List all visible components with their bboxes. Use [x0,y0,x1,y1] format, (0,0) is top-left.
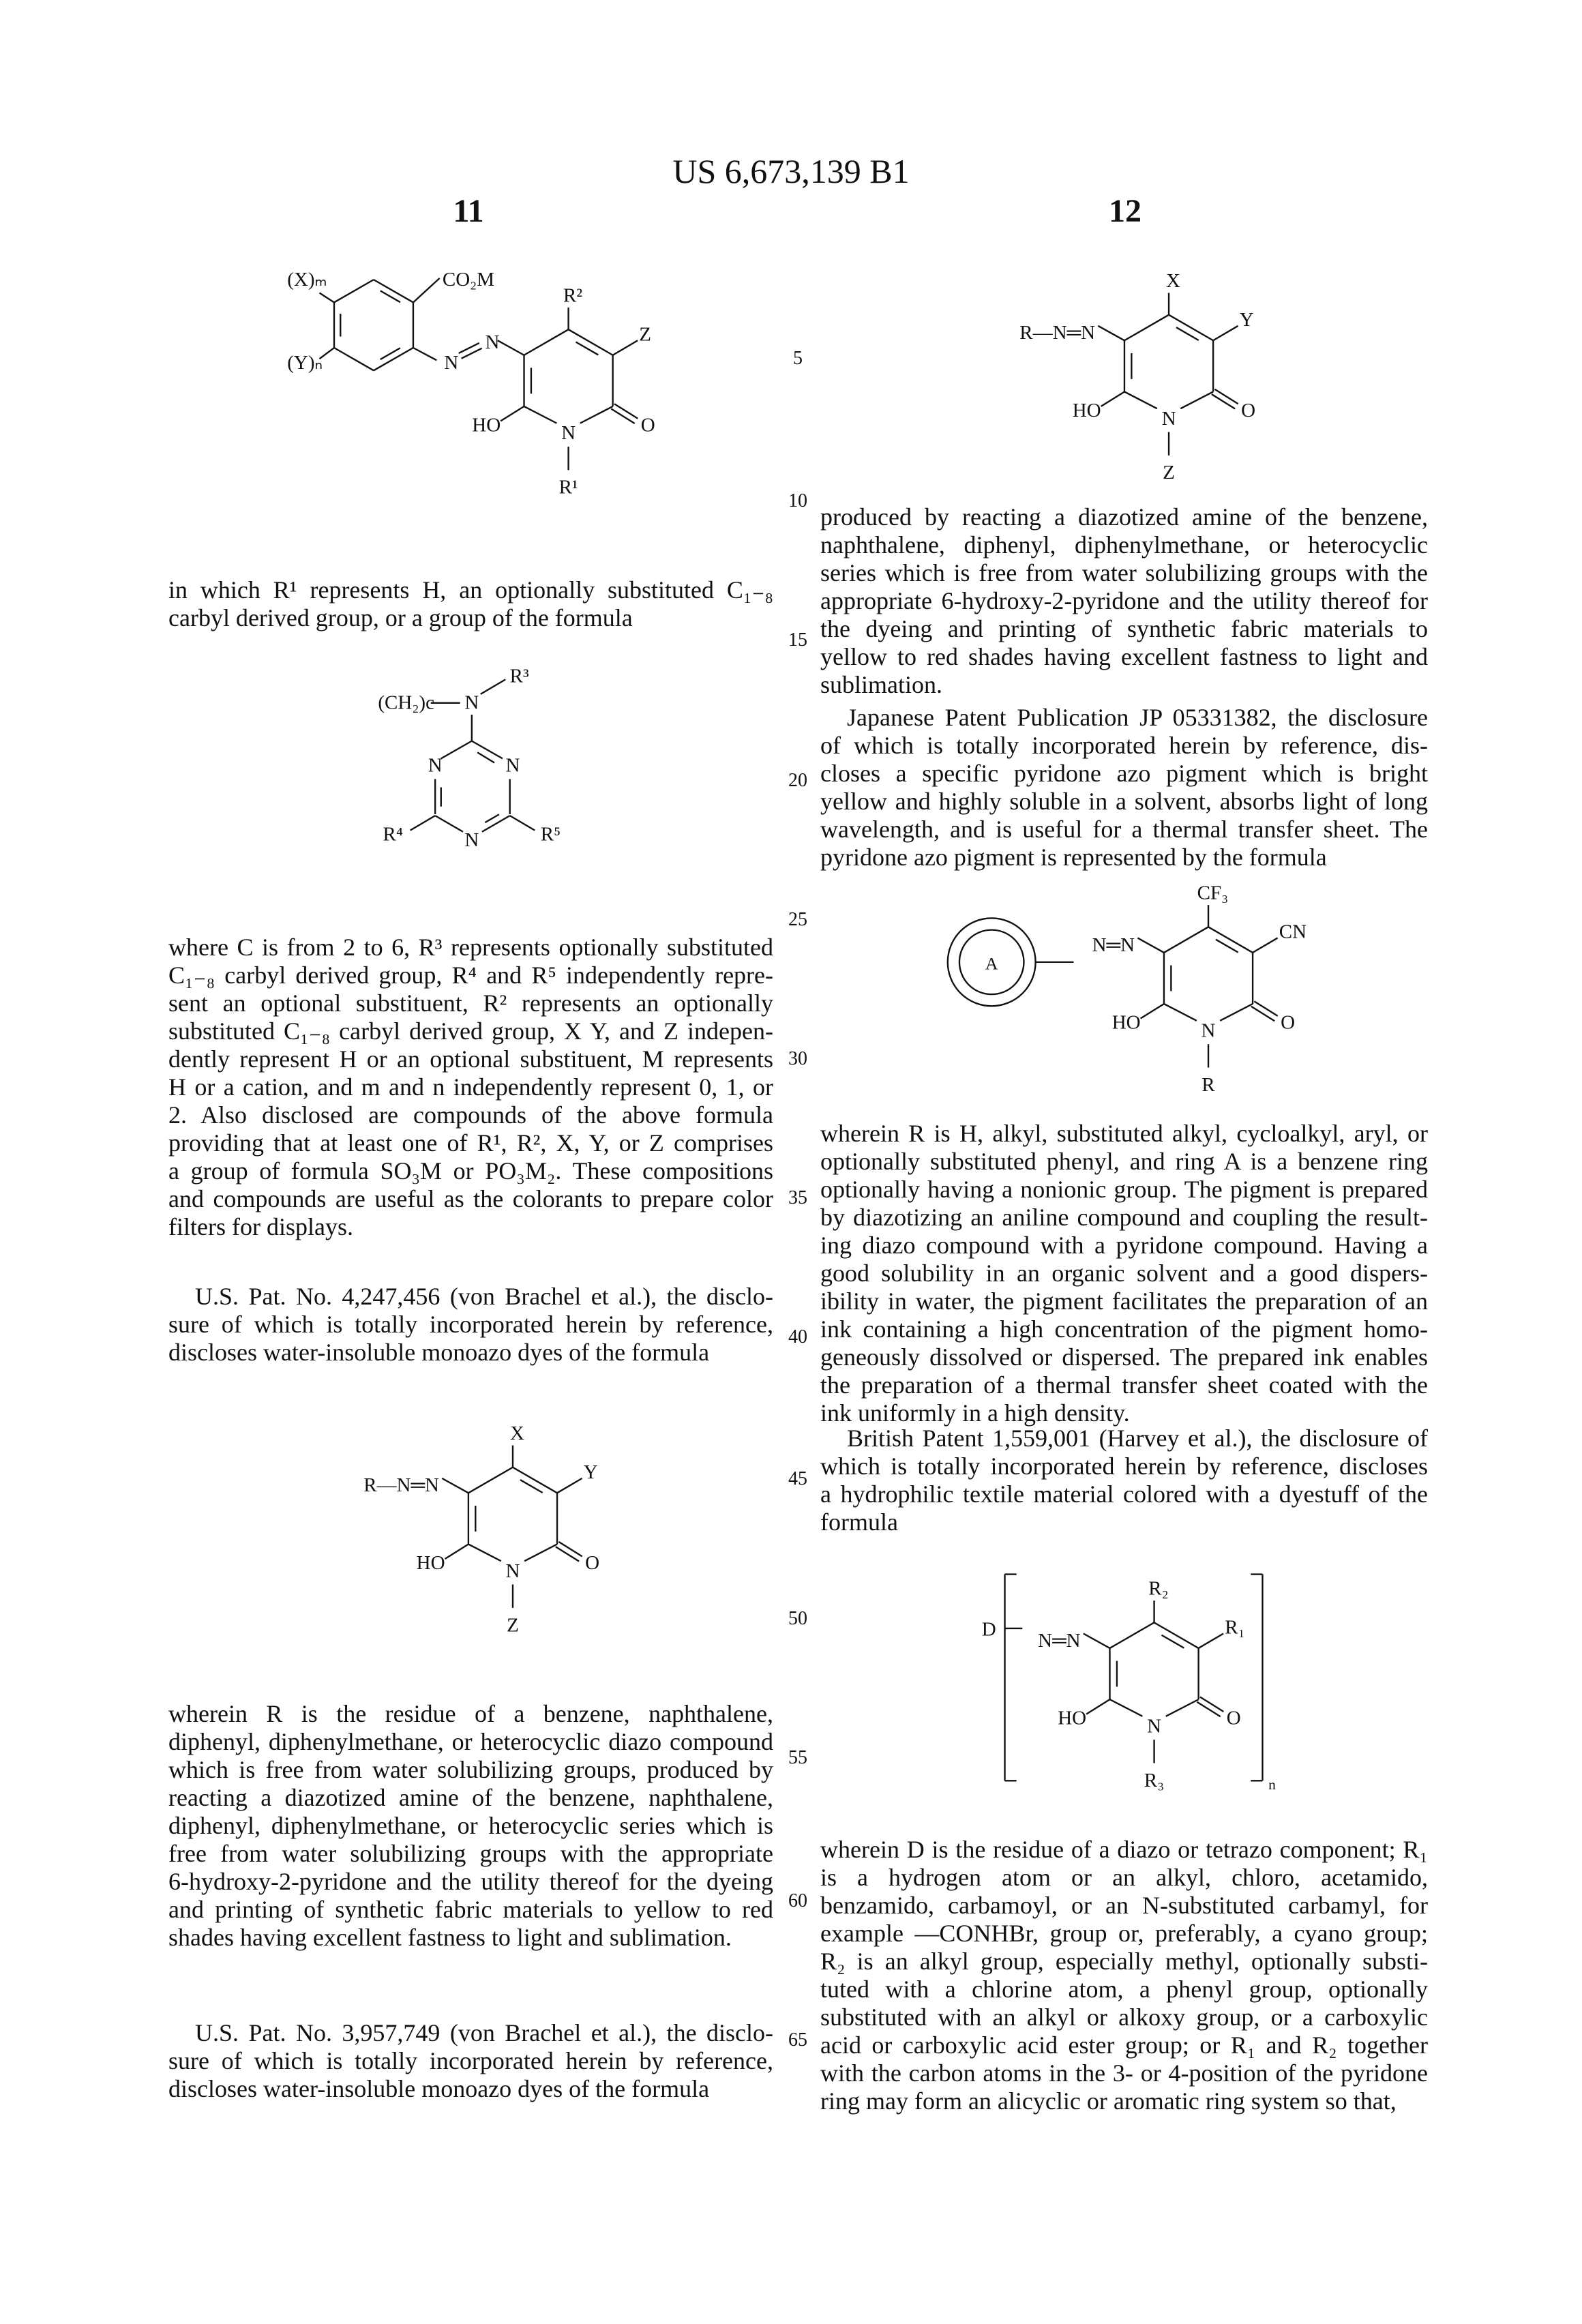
text-line: dently represent H or an optional substituent, M represents [168,1045,773,1073]
double-bond-line [1214,389,1238,404]
n-substituent: Z [507,1614,519,1636]
text-line: yellow to red shades having excellent fastness to light and [820,643,1428,671]
n-substituent: Z [1163,462,1175,483]
n-substituent: R [1202,1074,1215,1096]
carbonyl-oxygen: O [641,414,655,436]
bond-line [468,1544,501,1561]
text-line: U.S. Pat. No. 3,957,749 (von Brachel et al.), the disclo- [168,2019,773,2047]
text-line: shades having excellent fastness to light and sublimation. [168,1924,773,1952]
ring-nitrogen: N [561,422,576,444]
bond-line [1109,1699,1142,1716]
text-line: discloses water-insoluble monoazo dyes of the formula [168,2075,773,2103]
margin-line-number: 30 [777,1048,818,1070]
bond-line [1124,315,1169,341]
bond-line [1109,1622,1154,1648]
text-line: 6-hydroxy-2-pyridone and the utility thereof for the dyeing [168,1868,773,1896]
text-line: is a hydrogen atom or an alkyl, chloro, acetamido, [820,1864,1428,1892]
ring-label: A [985,954,998,974]
azo-group: R—N═N [363,1474,439,1496]
carbonyl-oxygen: O [1281,1012,1295,1034]
text-line: example —CONHBr, group or, preferably, a cyano group; [820,1920,1428,1948]
margin-line-number: 65 [777,2029,818,2051]
margin-line-number: 60 [777,1890,818,1912]
bond-line [413,348,436,360]
bond-line [524,329,569,355]
substituent-top: R² [563,284,582,306]
margin-line-number: 55 [777,1747,818,1769]
text-line: good solubility in an organic solvent and a good dispers- [820,1260,1428,1287]
bond-line [580,406,613,423]
text-line: of which is totally incorporated herein by reference, dis- [820,732,1428,760]
double-bond-line [485,814,499,822]
bond-line [1213,326,1238,340]
text-line: sublimation. [820,671,1428,699]
column-number-left: 11 [400,192,537,230]
bond-line [1098,326,1124,340]
bond-line [1124,391,1157,408]
text-line: and printing of synthetic fabric materials to yellow to red [168,1896,773,1924]
text-line: which is free from water solubilizing groups, produced by [168,1756,773,1784]
text-line: providing that at least one of R¹, R², X, Y, or Z comprises [168,1129,773,1157]
text-line: yellow and highly soluble in a solvent, absorbs light of long [820,788,1428,816]
text-line: formula [820,1508,1428,1536]
substituent-r4: R⁴ [383,824,402,846]
text-line: naphthalene, diphenyl, diphenylmethane, or heterocyclic [820,531,1428,559]
text-line: Japanese Patent Publication JP 05331382, the disclosure [820,704,1428,732]
text-line: C₁₋₈ carbyl derived group, R⁴ and R⁵ independently repre- [168,962,773,989]
text-line: sure of which is totally incorporated herein by reference, [168,1311,773,1339]
text-line: with the carbon atoms in the 3- or 4-position of the pyridone [820,2059,1428,2087]
text-line: wherein R is the residue of a benzene, naphthalene, [168,1700,773,1728]
text-line: filters for displays. [168,1213,773,1241]
substituent-r5: R⁵ [541,824,561,846]
substituent-top: X [1166,270,1180,292]
bond-line [1141,1004,1164,1018]
text-line: carbyl derived group, or a group of the formula [168,604,773,632]
text-line: sent an optional substituent, R² represents an optionally [168,989,773,1017]
double-bond-line [1212,394,1235,408]
bond-line [1253,938,1278,952]
bond-line [1086,1699,1109,1714]
text-line: ibility in water, the pigment facilitates the preparation of an [820,1287,1428,1315]
hydroxy-group: HO [417,1552,445,1574]
bond-line [1137,938,1164,952]
text-line: British Patent 1,559,001 (Harvey et al.), the disclosure of [820,1425,1428,1452]
text-line: where C is from 2 to 6, R³ represents optionally substituted [168,934,773,962]
bond-line [501,406,524,421]
text-line: geneously dissolved or dispersed. The prepared ink enables [820,1343,1428,1371]
bond-line [1166,1699,1199,1716]
text-line: appropriate 6-hydroxy-2-pyridone and the utility thereof for [820,587,1428,615]
substituent-3: Y [1240,309,1254,331]
text-line: 2. Also disclosed are compounds of the above formula [168,1101,773,1129]
bond-line [472,741,503,759]
bond-line [613,340,638,355]
substituent-r3: R³ [510,666,529,687]
double-bond-line [477,752,494,762]
azo-group: R—N═N [1019,322,1095,344]
substituent-top: R₂ [1148,1578,1168,1600]
bond-line [435,816,463,832]
text-line: substituted with an alkyl or alkoxy group, or a carboxylic [820,2003,1428,2031]
text-line: benzamido, carbamoyl, or an N-substituted carbamyl, for [820,1892,1428,1920]
carbonyl-oxygen: O [1241,400,1255,421]
text-line: diphenyl, diphenylmethane, or heterocyclic diazo compound [168,1728,773,1756]
margin-line-number: 15 [777,629,818,651]
double-bond-line [1197,1702,1220,1716]
double-bond-line [1200,1697,1223,1711]
margin-line-number: 35 [777,1187,818,1209]
bond-line [468,1468,513,1493]
margin-line-number: 25 [777,909,818,931]
margin-line-number: 50 [777,1608,818,1630]
text-line: ing diazo compound with a pyridone compound. Having a [820,1232,1428,1260]
double-bond-line [611,409,634,423]
benzene-bond [334,348,374,370]
margin-line-number: 10 [777,490,818,512]
text-line: produced by reacting a diazotized amine of the benzene, [820,503,1428,531]
bond-line [442,1478,468,1493]
y-substituent: (Y)ₙ [287,352,323,374]
text-line: U.S. Pat. No. 4,247,456 (von Brachel et al.), the disclo- [168,1283,773,1311]
carboxylate-group: CO₂M [443,269,494,290]
azo-nitrogen: N [444,352,458,374]
bond-line [482,816,510,832]
substituent-3: CN [1279,921,1307,942]
text-line: discloses water-insoluble monoazo dyes of the formula [168,1339,773,1367]
x-substituent: (X)ₘ [287,269,327,290]
ring-nitrogen: N [506,1560,520,1582]
text-line: diphenyl, diphenylmethane, or heterocyclic series which is [168,1812,773,1840]
double-bond-line [556,1547,579,1561]
text-line: sure of which is totally incorporated herein by reference, [168,2047,773,2075]
margin-line-number: 40 [777,1326,818,1348]
bond-line [498,340,524,355]
azo-group: N═N [1038,1630,1080,1652]
bond-line [524,406,557,423]
text-line: ink uniformly in a high density. [820,1399,1428,1427]
azo-nitrogen: N [485,331,499,353]
text-line: and compounds are useful as the colorants to prepare color [168,1185,773,1213]
text-line: substituted C₁₋₈ carbyl derived group, X Y, and Z indepen- [168,1017,773,1045]
triazine-nitrogen: N [506,755,520,777]
text-line: acid or carboxylic acid ester group; or R₁ and R₂ together [820,2031,1428,2059]
text-line: which is totally incorporated herein by reference, discloses [820,1452,1428,1480]
text-line: the preparation of a thermal transfer sheet coated with the [820,1371,1428,1399]
text-line: H or a cation, and m and n independently represent 0, 1, or [168,1073,773,1101]
text-line: ring may form an alicyclic or aromatic ring system so that, [820,2087,1428,2115]
substituent-top: X [510,1422,524,1444]
bond-line [1180,391,1213,408]
bond-line [1199,1633,1224,1648]
text-line: optionally substituted phenyl, and ring A is a benzene ring [820,1148,1428,1176]
margin-line-number: 45 [777,1468,818,1490]
patent-number: US 6,673,139 B1 [0,151,1582,191]
text-line: a hydrophilic textile material colored with a dyestuff of the [820,1480,1428,1508]
repeat-index: n [1268,1776,1276,1793]
column-number-right: 12 [1057,192,1193,230]
diazo-residue: D [982,1619,996,1641]
text-line: reacting a diazotized amine of the benzene, naphthalene, [168,1784,773,1812]
text-line: closes a specific pyridone azo pigment which is bright [820,760,1428,788]
bond-line [413,278,440,302]
bond-line [1164,927,1208,953]
amine-nitrogen: N [464,691,479,713]
double-bond-line [614,404,638,418]
bond-line [1220,1004,1253,1021]
ring-nitrogen: N [1147,1715,1161,1737]
text-line: R₂ is an alkyl group, especially methyl, optionally substi- [820,1948,1428,1976]
alkyl-chain: (CH₂)c [378,691,434,713]
bond-line [441,741,472,759]
bond-line [481,679,506,694]
text-line: by diazotizing an aniline compound and coupling the result- [820,1204,1428,1232]
substituent-top: CF₃ [1197,882,1229,904]
text-line: wavelength, and is useful for a thermal transfer sheet. The [820,816,1428,844]
hydroxy-group: HO [472,414,501,436]
n-substituent: R₃ [1144,1770,1164,1791]
ring-nitrogen: N [1202,1019,1216,1041]
hydroxy-group: HO [1058,1708,1086,1729]
substituent-3: Z [639,323,651,345]
bond-line [1084,1633,1110,1648]
text-line: wherein R is H, alkyl, substituted alkyl, cycloalkyl, aryl, or [820,1120,1428,1148]
carbonyl-oxygen: O [585,1552,599,1574]
n-substituent: R¹ [559,477,578,498]
bond-line [445,1544,468,1558]
bond-line [524,1544,557,1561]
substituent-3: Y [584,1461,598,1483]
double-bond-line [1251,1007,1274,1021]
text-line: free from water solubilizing groups with the appropriate [168,1840,773,1868]
carbonyl-oxygen: O [1227,1708,1241,1729]
bond-line [510,816,535,830]
azo-group: N═N [1092,934,1135,956]
hydroxy-group: HO [1073,400,1101,421]
text-line: pyridone azo pigment is represented by the formula [820,844,1428,872]
bond-line [411,816,436,830]
margin-line-number: 5 [777,348,818,370]
double-bond-line [1254,1001,1277,1015]
text-line: ink containing a high concentration of the pigment homo- [820,1315,1428,1343]
text-line: the dyeing and printing of synthetic fabric materials to [820,615,1428,643]
bond-line [557,1478,582,1493]
margin-line-number: 20 [777,770,818,792]
bond-line [1164,1004,1197,1021]
bond-line [1101,391,1124,406]
bond-line [320,293,334,302]
triazine-nitrogen: N [428,755,443,777]
text-line: wherein D is the residue of a diazo or tetrazo component; R₁ [820,1836,1428,1864]
text-line: a group of formula SO₃M or PO₃M₂. These compositions [168,1157,773,1185]
substituent-3: R₁ [1225,1616,1244,1638]
double-bond-line [558,1542,582,1556]
text-line: tuted with a chlorine atom, a phenyl group, optionally [820,1976,1428,2003]
benzene-bond [334,280,374,302]
ring-nitrogen: N [1162,408,1176,430]
text-line: optionally having a nonionic group. The pigment is prepared [820,1176,1428,1204]
text-line: in which R¹ represents H, an optionally substituted C₁₋₈ [168,576,773,604]
hydroxy-group: HO [1112,1012,1141,1034]
text-line: series which is free from water solubilizing groups with the [820,559,1428,587]
chemical-structures [0,0,1582,2324]
triazine-nitrogen: N [464,829,479,851]
